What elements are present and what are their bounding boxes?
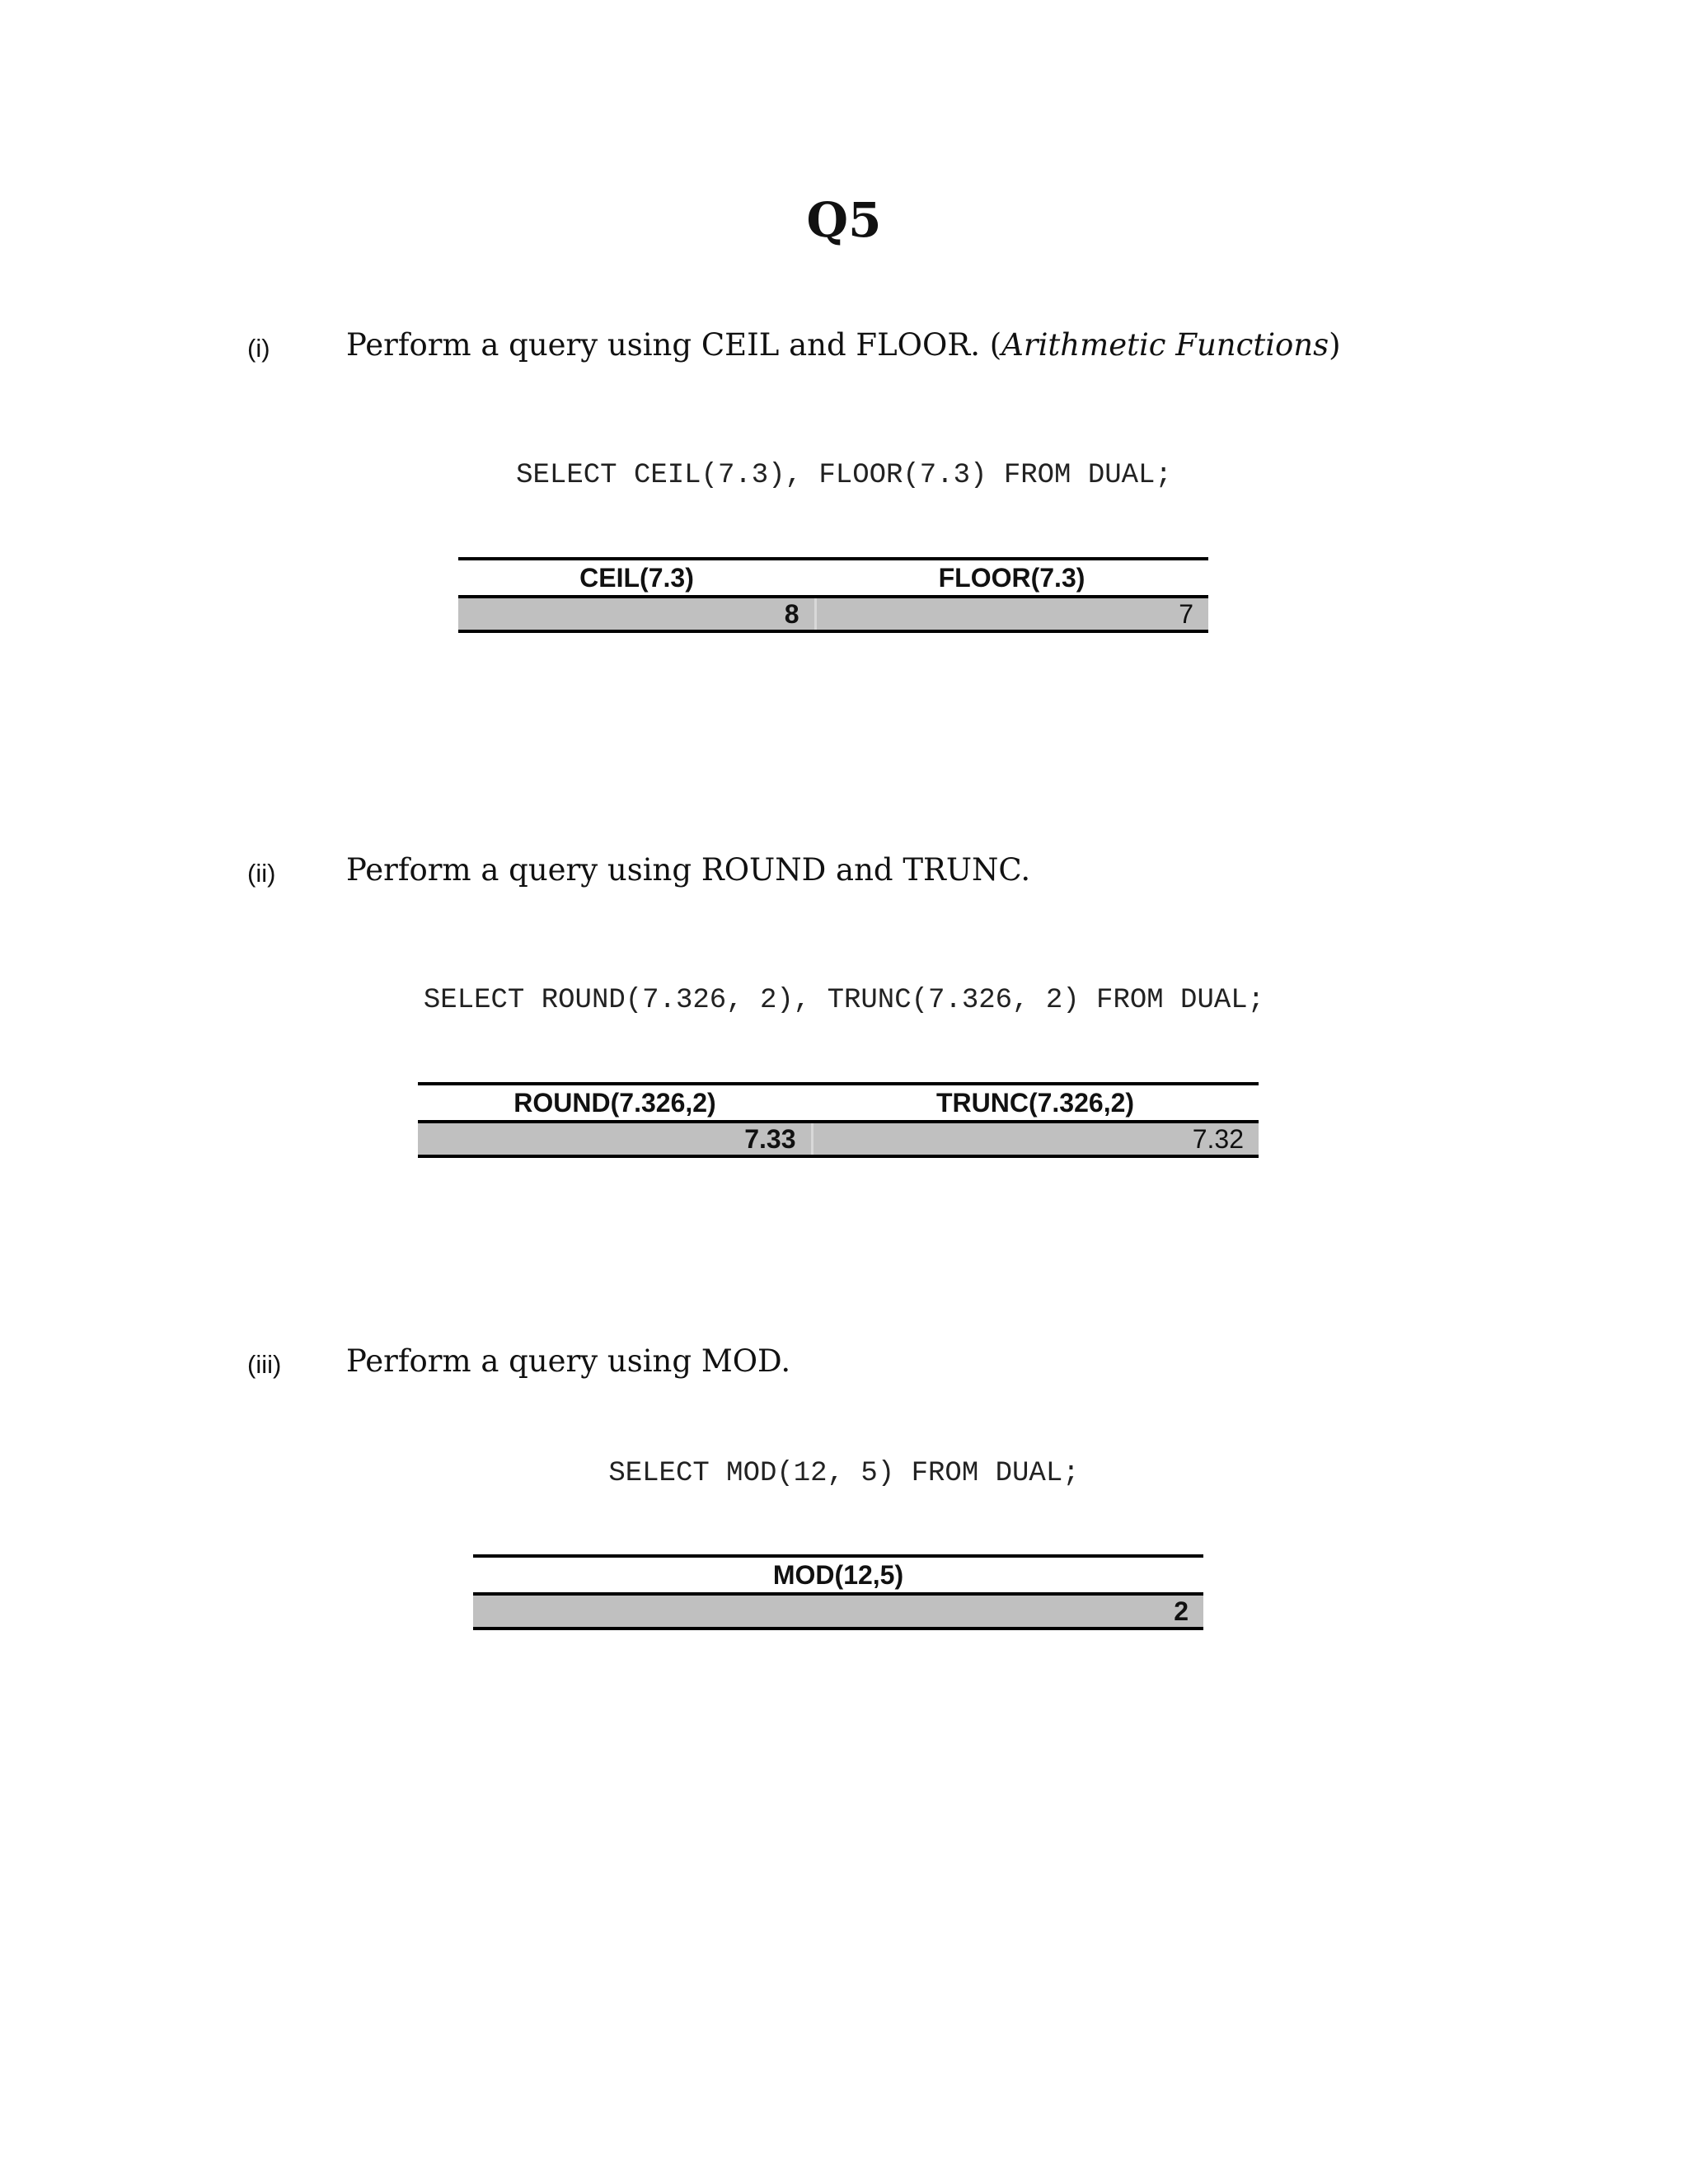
question-text-i-main: Perform a query using CEIL and FLOOR. (: [346, 327, 1002, 363]
column-header-ceil: CEIL(7.3): [458, 559, 815, 597]
question-text-i-end: ): [1329, 327, 1341, 363]
question-number-i: (i): [247, 334, 270, 363]
cell-mod-value: 2: [473, 1594, 1203, 1629]
column-header-trunc: TRUNC(7.326,2): [812, 1084, 1259, 1122]
column-header-round: ROUND(7.326,2): [418, 1084, 812, 1122]
result-table-i: [458, 557, 1208, 633]
cell-round-value: 7.33: [418, 1122, 812, 1156]
table-header-row: [458, 559, 1208, 597]
question-text-i: [346, 325, 1341, 366]
table-header-row: [473, 1556, 1203, 1594]
result-table-ii: [418, 1082, 1259, 1158]
question-text-iii: Perform a query using MOD.: [346, 1343, 791, 1379]
cell-ceil-value: 8: [458, 597, 815, 631]
table-header-row: [418, 1084, 1259, 1122]
cell-trunc-value: 7.32: [812, 1122, 1259, 1156]
question-number-iii: (iii): [247, 1350, 282, 1379]
column-header-floor: FLOOR(7.3): [815, 559, 1208, 597]
question-text-i-italic: Arithmetic Functions: [1001, 327, 1329, 363]
question-number-ii: (ii): [247, 859, 276, 888]
result-table-iii: [473, 1554, 1203, 1630]
sql-query-iii: SELECT MOD(12, 5) FROM DUAL;: [608, 1458, 1080, 1489]
table-row: [418, 1122, 1259, 1156]
table-row: [458, 597, 1208, 631]
column-header-mod: MOD(12,5): [473, 1556, 1203, 1594]
page-title: Q5: [806, 192, 882, 248]
sql-query-ii: SELECT ROUND(7.326, 2), TRUNC(7.326, 2) FROM DUAL;: [423, 985, 1265, 1016]
table-row: [473, 1594, 1203, 1629]
question-text-ii: Perform a query using ROUND and TRUNC.: [346, 852, 1031, 888]
sql-query-i: SELECT CEIL(7.3), FLOOR(7.3) FROM DUAL;: [516, 460, 1172, 491]
cell-floor-value: 7: [815, 597, 1208, 631]
